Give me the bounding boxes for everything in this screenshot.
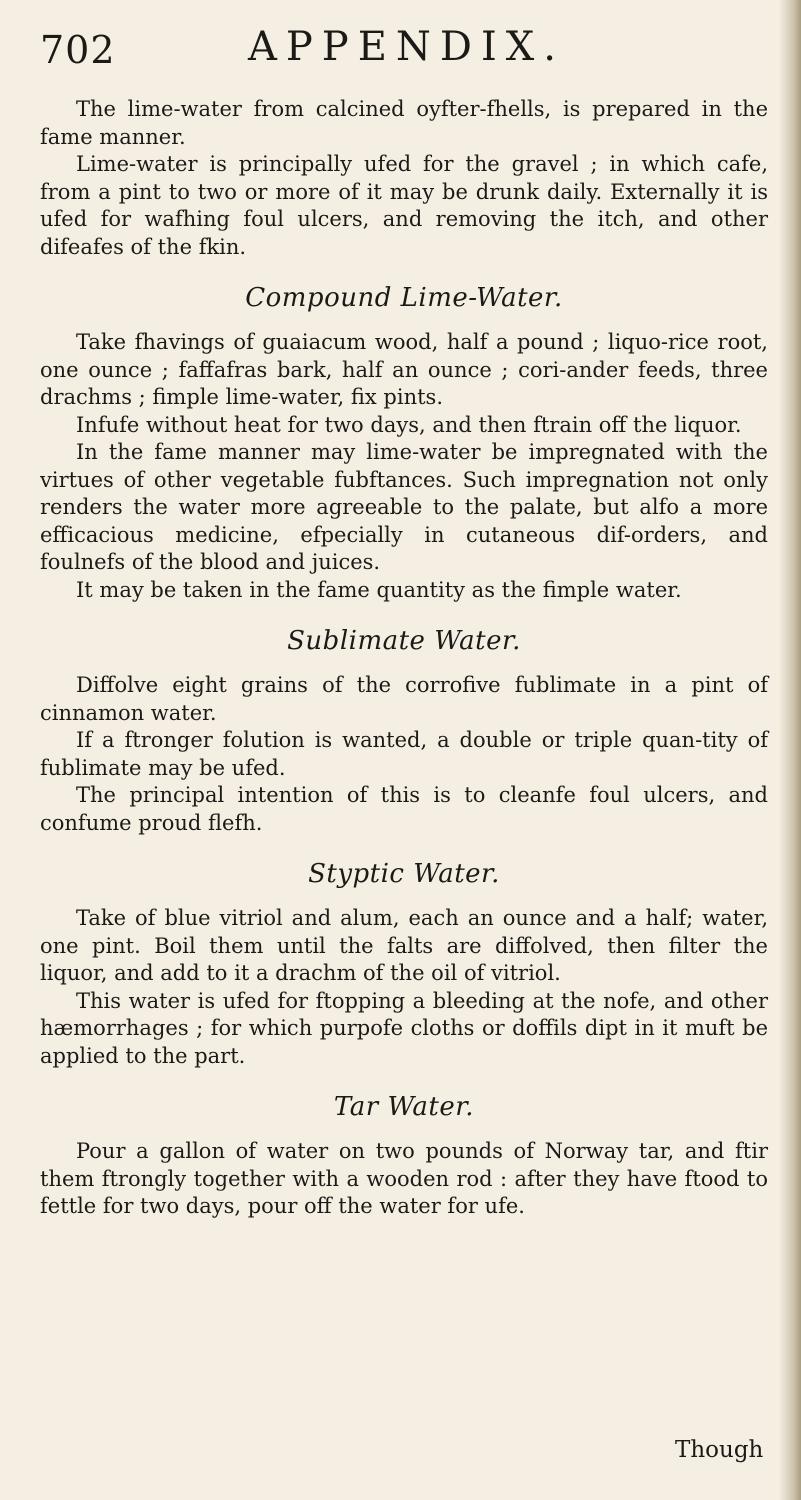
- section-title-compound-lime-water: Compound Lime-Water.: [245, 283, 563, 313]
- paragraph: Pour a gallon of water on two pounds of Norway tar, and ftir them ftrongly together with a wooden rod : after they have ftood to fettle for two days, pour off the water for ufe.: [40, 1139, 768, 1218]
- paragraph: In the fame manner may lime-water be impregnated with the virtues of other vegetable fubftances. Such impregnation not only renders the water more agreeable to the palate, but alfo a more efficacious medicine, efpecially in cutaneous dif-orders, and foulnefs of the blood and juices.: [40, 440, 768, 574]
- section-title-styptic-water: Styptic Water.: [308, 859, 500, 889]
- paragraph: The lime-water from calcined oyfter-fhells, is prepared in the fame manner.: [40, 97, 768, 149]
- paragraph: Lime-water is principally ufed for the gravel ; in which cafe, from a pint to two or more of it may be drunk daily. Externally it is ufed for wafhing foul ulcers, and removing the itch, and other difeafes of the fkin.: [40, 152, 768, 259]
- running-head: APPENDIX.: [248, 24, 565, 70]
- page-edge-shadow: [779, 0, 801, 1500]
- section-title-tar-water: Tar Water.: [333, 1092, 475, 1122]
- paragraph: This water is ufed for ftopping a bleeding at the nofe, and other hæmorrhages ; for which purpofe cloths or doffils dipt in it muft be applied to the part.: [40, 988, 768, 1068]
- paragraph: Infufe without heat for two days, and then ftrain off the liquor.: [76, 412, 742, 437]
- catchword: Though: [675, 1437, 764, 1463]
- paragraph: Diffolve eight grains of the corrofive fublimate in a pint of cinnamon water.: [40, 673, 768, 725]
- paragraph: It may be taken in the fame quantity as the fimple water.: [76, 577, 682, 602]
- page-header: [40, 18, 770, 82]
- section-title-sublimate-water: Sublimate Water.: [287, 626, 521, 656]
- page-body: [40, 96, 768, 1221]
- paragraph: Take of blue vitriol and alum, each an ounce and a half; water, one pint. Boil them until the falts are diffolved, then filter the liquor, and add to it a drachm of the oil of vitriol.: [40, 906, 768, 985]
- paragraph: Take fhavings of guaiacum wood, half a pound ; liquo-rice root, one ounce ; faffafras bark, half an ounce ; cori-ander feeds, three drachms ; fimple lime-water, fix pints.: [40, 330, 768, 409]
- paragraph: If a ftronger folution is wanted, a double or triple quan-tity of fublimate may be ufed.: [40, 728, 768, 780]
- paragraph: The principal intention of this is to cleanfe foul ulcers, and confume proud flefh.: [40, 783, 768, 835]
- page-number: 702: [40, 28, 116, 72]
